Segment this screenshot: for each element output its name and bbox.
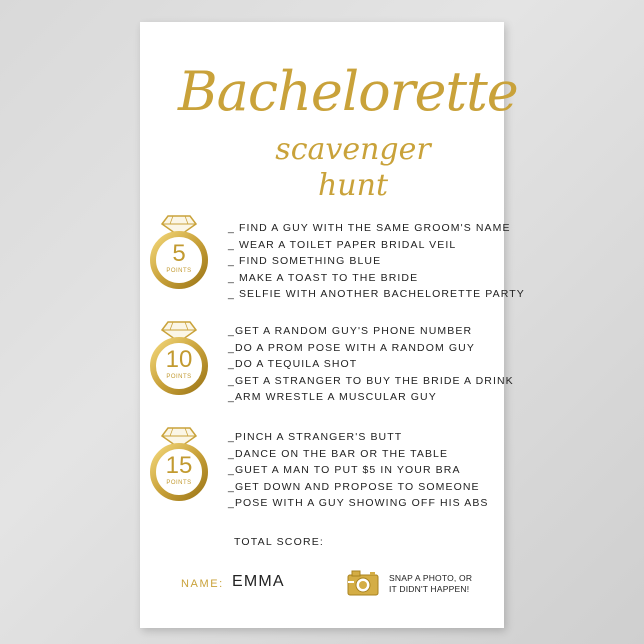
list-item: _POSE WITH A GUY SHOWING OFF HIS ABS — [228, 497, 489, 509]
points-label: POINTS — [166, 268, 192, 274]
list-item: _ MAKE A TOAST TO THE BRIDE — [228, 271, 419, 284]
list-item: _PINCH A STRANGER'S BUTT — [228, 431, 403, 443]
points-value: 15 — [165, 452, 193, 479]
points-label: POINTS — [166, 374, 192, 380]
game-card — [140, 22, 525, 628]
task-list-5 — [228, 220, 525, 303]
points-value: 10 — [165, 346, 193, 373]
list-item: _ FIND SOMETHING BLUE — [228, 255, 382, 267]
task-list-15 — [228, 429, 489, 512]
points-value: 5 — [172, 240, 186, 267]
points-label: POINTS — [166, 480, 192, 486]
list-item: _DO A TEQUILA SHOT — [228, 358, 358, 370]
task-list-10 — [228, 323, 514, 406]
total-score-label: TOTAL SCORE: — [234, 536, 325, 548]
list-item: _ARM WRESTLE A MUSCULAR GUY — [228, 391, 437, 403]
snap-photo-text — [389, 573, 472, 595]
list-item: _GET A RANDOM GUY'S PHONE NUMBER — [228, 325, 473, 337]
list-item: _GUET A MAN TO PUT $5 IN YOUR BRA — [228, 464, 461, 476]
list-item: _ WEAR A TOILET PAPER BRIDAL VEIL — [228, 238, 457, 251]
list-item: _ SELFIE WITH ANOTHER BACHELORETTE PARTY — [228, 288, 525, 300]
camera-icon — [346, 569, 380, 597]
list-item: _ FIND A GUY WITH THE SAME GROOM'S NAME — [228, 222, 511, 234]
name-value: EMMA — [232, 573, 285, 590]
list-item: _DO A PROM POSE WITH A RANDOM GUY — [228, 341, 475, 354]
snap-line-2: IT DIDN'T HAPPEN! — [389, 584, 470, 594]
title-scavenger-hunt: scavenger hunt — [275, 132, 431, 203]
list-item: _GET DOWN AND PROPOSE TO SOMEONE — [228, 480, 480, 493]
gold-ring-icon — [148, 212, 210, 292]
name-label: NAME: — [181, 578, 224, 590]
title-bachelorette: Bachelorette — [178, 60, 518, 123]
list-item: _GET A STRANGER TO BUY THE BRIDE A DRINK — [228, 374, 514, 387]
gold-ring-icon — [148, 424, 210, 504]
list-item: _DANCE ON THE BAR OR THE TABLE — [228, 447, 449, 460]
snap-line-1: SNAP A PHOTO, OR — [389, 573, 473, 583]
gold-ring-icon — [148, 318, 210, 398]
